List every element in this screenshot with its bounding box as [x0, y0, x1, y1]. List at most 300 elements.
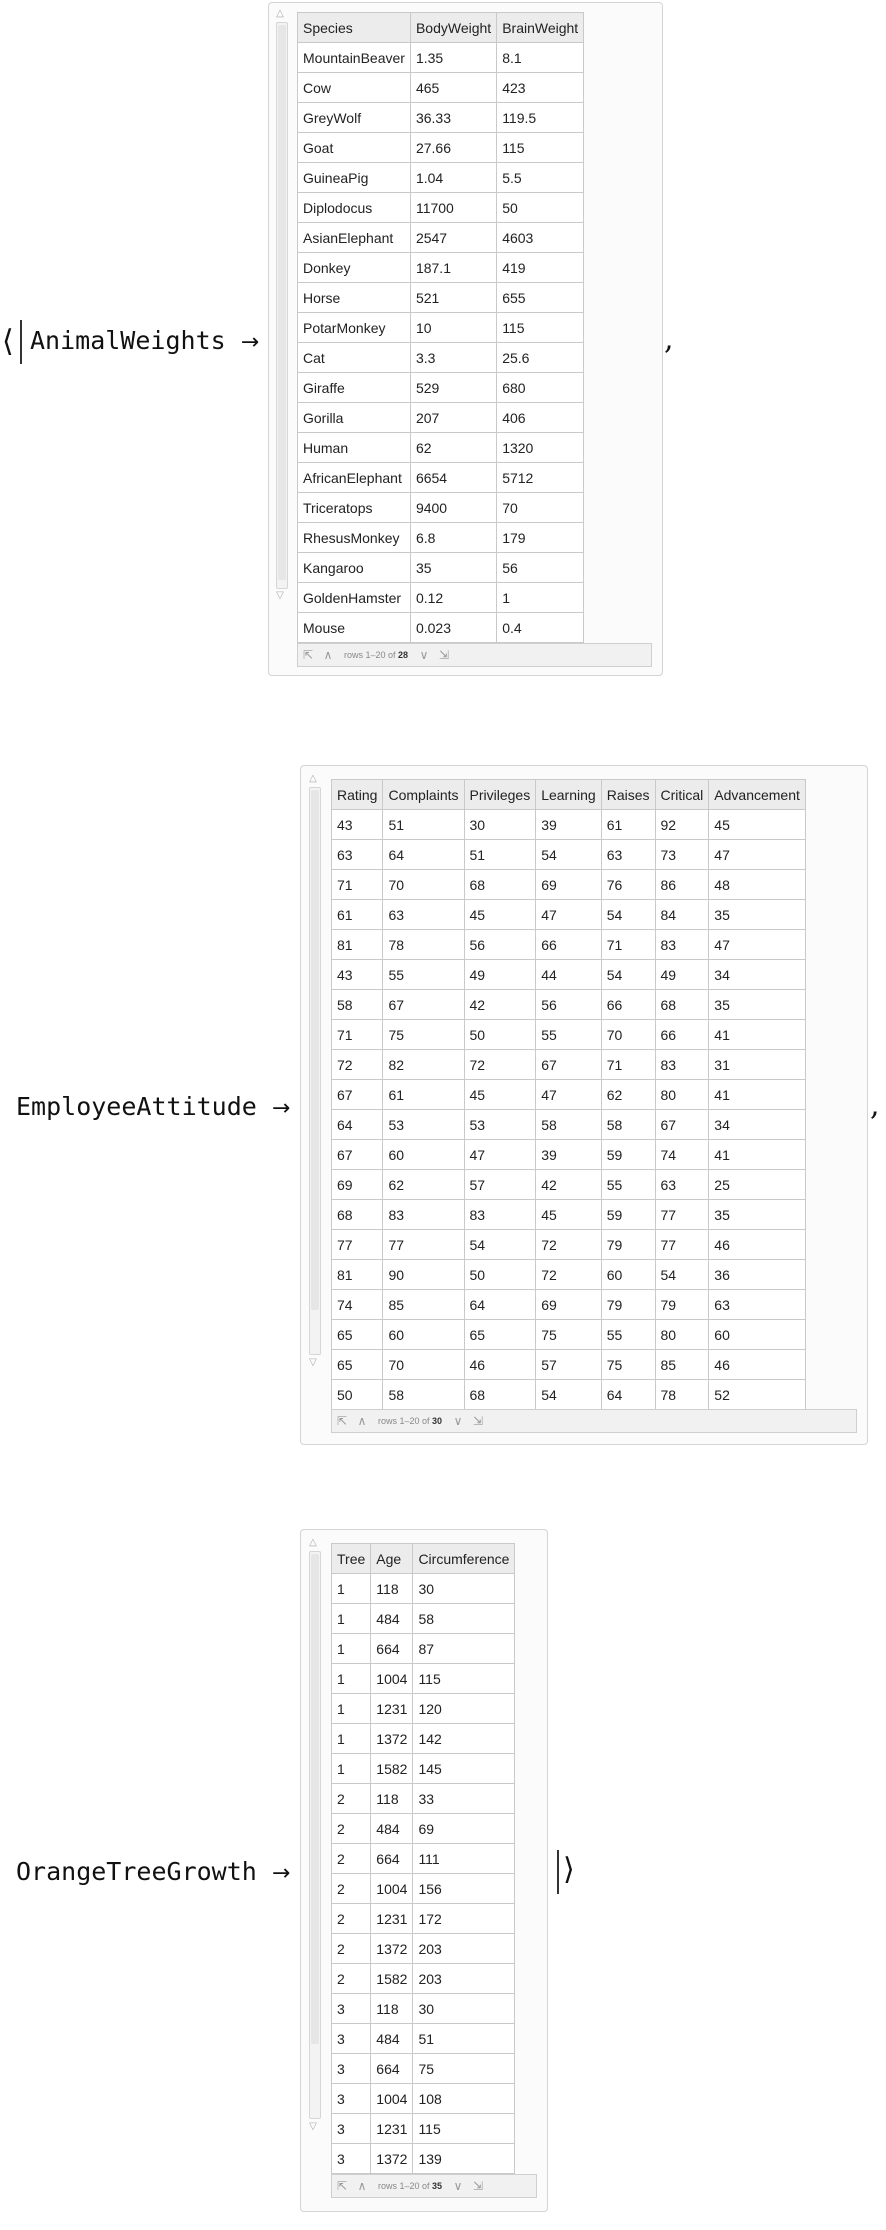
table-cell: Gorilla	[298, 403, 411, 433]
column-header: Learning	[536, 780, 602, 810]
key-name: EmployeeAttitude	[16, 1092, 257, 1121]
table-row	[332, 840, 806, 870]
table-cell: 83	[655, 1050, 709, 1080]
table-cell: 67	[332, 1080, 383, 1110]
table-cell: 10	[410, 313, 496, 343]
table-cell: 64	[601, 1380, 655, 1410]
table-cell: 1	[332, 1754, 371, 1784]
range-label: rows 1–20 of	[344, 650, 396, 660]
table-cell: 77	[383, 1230, 464, 1260]
column-header: BodyWeight	[410, 13, 496, 43]
scroll-up-arrow-icon[interactable]: △	[276, 8, 284, 19]
table-cell: 2	[332, 1904, 371, 1934]
data-table-animal-weights	[297, 12, 584, 643]
table-cell: 67	[536, 1050, 602, 1080]
table-cell: 68	[655, 990, 709, 1020]
separator-comma: ,	[870, 1088, 880, 1123]
table-cell: 35	[709, 990, 806, 1020]
table-pager	[331, 1409, 857, 1433]
table-cell: 43	[332, 960, 383, 990]
table-cell: 145	[413, 1754, 515, 1784]
table-cell: 44	[536, 960, 602, 990]
table-cell: 65	[332, 1320, 383, 1350]
table-cell: 54	[601, 960, 655, 990]
table-cell: 203	[413, 1964, 515, 1994]
table-cell: 39	[536, 810, 602, 840]
table-cell: 31	[709, 1050, 806, 1080]
table-cell: 25.6	[497, 343, 584, 373]
table-cell: 2	[332, 1844, 371, 1874]
table-row	[332, 1784, 515, 1814]
table-cell: 3	[332, 2144, 371, 2174]
table-cell: 72	[536, 1260, 602, 1290]
table-cell: 3	[332, 1994, 371, 2024]
row-total: 28	[398, 650, 409, 660]
table-cell: 142	[413, 1724, 515, 1754]
table-cell: 73	[655, 840, 709, 870]
key-name: OrangeTreeGrowth	[16, 1857, 257, 1886]
text-cursor	[557, 1850, 559, 1894]
table-cell: 59	[601, 1140, 655, 1170]
table-cell: 41	[709, 1020, 806, 1050]
table-cell: 63	[383, 900, 464, 930]
table-cell: 53	[383, 1110, 464, 1140]
range-label: rows 1–20 of	[378, 2181, 430, 2191]
table-cell: 1	[332, 1604, 371, 1634]
scroll-down-arrow-icon[interactable]: ▽	[276, 590, 284, 601]
table-cell: 419	[497, 253, 584, 283]
table-cell: 1	[497, 583, 584, 613]
table-cell: 47	[464, 1140, 536, 1170]
table-cell: 81	[332, 930, 383, 960]
last-page-icon[interactable]: ⇲	[473, 1414, 484, 1428]
table-cell: 1231	[371, 1904, 413, 1934]
vertical-scrollbar[interactable]	[276, 22, 288, 589]
table-cell: 49	[464, 960, 536, 990]
table-cell: 45	[464, 900, 536, 930]
table-row	[332, 1110, 806, 1140]
column-header: Complaints	[383, 780, 464, 810]
table-row	[298, 163, 584, 193]
table-row	[332, 1874, 515, 1904]
vertical-scrollbar[interactable]	[309, 1551, 321, 2119]
table-cell: 47	[709, 930, 806, 960]
table-row	[332, 960, 806, 990]
table-cell: 68	[464, 1380, 536, 1410]
table-cell: 62	[601, 1080, 655, 1110]
table-cell: 81	[332, 1260, 383, 1290]
table-row	[332, 810, 806, 840]
table-cell: 0.12	[410, 583, 496, 613]
column-header: Critical	[655, 780, 709, 810]
table-row	[332, 1844, 515, 1874]
table-cell: 42	[536, 1170, 602, 1200]
first-page-icon[interactable]: ⇱	[336, 1414, 348, 1428]
table-cell: 45	[709, 810, 806, 840]
table-cell: 80	[655, 1080, 709, 1110]
table-cell: 465	[410, 73, 496, 103]
table-row	[332, 2084, 515, 2114]
table-cell: 74	[332, 1290, 383, 1320]
table-cell: 2547	[410, 223, 496, 253]
table-cell: 1004	[371, 1664, 413, 1694]
table-cell: 55	[601, 1320, 655, 1350]
table-cell: 41	[709, 1080, 806, 1110]
table-cell: 47	[536, 1080, 602, 1110]
table-cell: 0.023	[410, 613, 496, 643]
table-cell: 4603	[497, 223, 584, 253]
table-cell: 71	[332, 1020, 383, 1050]
table-cell: 65	[464, 1320, 536, 1350]
last-page-icon[interactable]: ⇲	[439, 648, 450, 662]
table-cell: 85	[655, 1350, 709, 1380]
table-pager	[331, 2174, 537, 2198]
table-cell: Kangaroo	[298, 553, 411, 583]
table-cell: 56	[464, 930, 536, 960]
table-cell: 61	[601, 810, 655, 840]
scroll-thumb[interactable]	[311, 1554, 319, 2044]
table-cell: 2	[332, 1964, 371, 1994]
table-cell: 56	[536, 990, 602, 1020]
table-cell: 45	[536, 1200, 602, 1230]
table-cell: 11700	[410, 193, 496, 223]
table-cell: 79	[601, 1230, 655, 1260]
close-angle-bracket: ⟩	[563, 1852, 575, 1887]
table-cell: 92	[655, 810, 709, 840]
table-cell: 90	[383, 1260, 464, 1290]
table-cell: 63	[601, 840, 655, 870]
table-cell: 74	[655, 1140, 709, 1170]
table-cell: 8.1	[497, 43, 584, 73]
table-cell: 50	[464, 1020, 536, 1050]
table-cell: 62	[383, 1170, 464, 1200]
table-cell: 2	[332, 1934, 371, 1964]
table-cell: 54	[655, 1260, 709, 1290]
table-cell: 6.8	[410, 523, 496, 553]
table-cell: 87	[413, 1634, 515, 1664]
next-page-icon[interactable]: ∨	[453, 1414, 463, 1428]
prev-page-icon[interactable]: ∧	[357, 1414, 367, 1428]
next-page-icon[interactable]: ∨	[453, 2179, 463, 2193]
table-cell: 115	[413, 1664, 515, 1694]
table-cell: 655	[497, 283, 584, 313]
table-cell: 34	[709, 1110, 806, 1140]
table-cell: 35	[709, 900, 806, 930]
table-cell: 54	[601, 900, 655, 930]
table-cell: 60	[709, 1320, 806, 1350]
data-table-orange-tree-growth	[331, 1543, 515, 2174]
table-row	[332, 1380, 806, 1410]
table-cell: 55	[383, 960, 464, 990]
table-row	[298, 73, 584, 103]
table-cell: Mouse	[298, 613, 411, 643]
table-cell: 84	[655, 900, 709, 930]
header-row	[332, 780, 806, 810]
table-row	[298, 373, 584, 403]
table-cell: 1582	[371, 1754, 413, 1784]
table-row	[332, 1260, 806, 1290]
table-cell: 58	[383, 1380, 464, 1410]
table-cell: 71	[601, 930, 655, 960]
table-row	[298, 193, 584, 223]
table-cell: 75	[413, 2054, 515, 2084]
table-cell: PotarMonkey	[298, 313, 411, 343]
table-cell: 36.33	[410, 103, 496, 133]
row-range-text	[372, 1416, 448, 1426]
rule-arrow: →	[240, 330, 260, 355]
table-row	[298, 133, 584, 163]
table-cell: 69	[536, 870, 602, 900]
table-row	[332, 1140, 806, 1170]
table-cell: Cat	[298, 343, 411, 373]
table-cell: 82	[383, 1050, 464, 1080]
table-cell: 60	[601, 1260, 655, 1290]
table-cell: 9400	[410, 493, 496, 523]
table-cell: 72	[464, 1050, 536, 1080]
table-cell: 62	[410, 433, 496, 463]
table-cell: 118	[371, 1574, 413, 1604]
key-employee-attitude	[16, 1092, 290, 1121]
table-cell: 1	[332, 1694, 371, 1724]
first-page-icon[interactable]: ⇱	[302, 648, 314, 662]
table-cell: 3	[332, 2024, 371, 2054]
scroll-up-arrow-icon[interactable]: △	[309, 773, 317, 784]
column-header: Circumference	[413, 1544, 515, 1574]
row-range-text	[338, 650, 414, 660]
table-cell: 77	[655, 1200, 709, 1230]
scroll-down-arrow-icon[interactable]: ▽	[309, 1357, 317, 1368]
range-label: rows 1–20 of	[378, 1416, 430, 1426]
table-cell: 57	[536, 1350, 602, 1380]
table-pager	[297, 643, 652, 667]
table-row	[332, 1170, 806, 1200]
prev-page-icon[interactable]: ∧	[357, 2179, 367, 2193]
table-cell: 46	[464, 1350, 536, 1380]
table-cell: 484	[371, 1814, 413, 1844]
table-cell: 70	[601, 1020, 655, 1050]
rule-arrow: →	[271, 1096, 291, 1121]
table-cell: 1372	[371, 2144, 413, 2174]
scroll-thumb[interactable]	[311, 790, 319, 1310]
table-cell: 25	[709, 1170, 806, 1200]
table-row	[298, 433, 584, 463]
table-cell: 46	[709, 1230, 806, 1260]
table-cell: 63	[655, 1170, 709, 1200]
table-cell: RhesusMonkey	[298, 523, 411, 553]
table-cell: 60	[383, 1140, 464, 1170]
table-row	[332, 870, 806, 900]
table-row	[332, 2144, 515, 2174]
scroll-up-arrow-icon[interactable]: △	[309, 1537, 317, 1548]
table-cell: 51	[383, 810, 464, 840]
table-cell: 59	[601, 1200, 655, 1230]
table-cell: 172	[413, 1904, 515, 1934]
table-cell: 3	[332, 2054, 371, 2084]
table-cell: 69	[536, 1290, 602, 1320]
header-row	[298, 13, 584, 43]
table-cell: 57	[464, 1170, 536, 1200]
table-cell: 30	[413, 1994, 515, 2024]
table-cell: 521	[410, 283, 496, 313]
table-cell: 77	[332, 1230, 383, 1260]
table-cell: 50	[497, 193, 584, 223]
table-cell: 51	[413, 2024, 515, 2054]
table-row	[332, 990, 806, 1020]
column-header: Advancement	[709, 780, 806, 810]
table-cell: 118	[371, 1784, 413, 1814]
table-cell: 83	[383, 1200, 464, 1230]
table-row	[332, 1694, 515, 1724]
table-cell: 423	[497, 73, 584, 103]
table-cell: 30	[464, 810, 536, 840]
row-range-text	[372, 2181, 448, 2191]
table-cell: 529	[410, 373, 496, 403]
table-row	[332, 2024, 515, 2054]
table-cell: 77	[655, 1230, 709, 1260]
table-cell: 54	[464, 1230, 536, 1260]
table-row	[332, 1904, 515, 1934]
table-cell: 3	[332, 2114, 371, 2144]
table-cell: Triceratops	[298, 493, 411, 523]
table-cell: 664	[371, 2054, 413, 2084]
scroll-down-arrow-icon[interactable]: ▽	[309, 2121, 317, 2132]
table-cell: Giraffe	[298, 373, 411, 403]
table-cell: 58	[332, 990, 383, 1020]
table-cell: 70	[383, 1350, 464, 1380]
table-cell: 1	[332, 1664, 371, 1694]
table-cell: 46	[709, 1350, 806, 1380]
table-cell: Human	[298, 433, 411, 463]
column-header: BrainWeight	[497, 13, 584, 43]
table-row	[332, 1080, 806, 1110]
table-cell: 79	[601, 1290, 655, 1320]
table-cell: 52	[709, 1380, 806, 1410]
table-cell: 664	[371, 1844, 413, 1874]
table-row	[332, 1290, 806, 1320]
table-cell: 1	[332, 1724, 371, 1754]
table-row	[332, 1994, 515, 2024]
table-cell: 115	[497, 313, 584, 343]
table-row	[298, 493, 584, 523]
table-cell: 119.5	[497, 103, 584, 133]
table-cell: 83	[464, 1200, 536, 1230]
key-animal-weights	[30, 326, 259, 355]
table-row	[298, 583, 584, 613]
table-row	[332, 1200, 806, 1230]
table-cell: 67	[383, 990, 464, 1020]
key-name: AnimalWeights	[30, 326, 226, 355]
table-cell: 156	[413, 1874, 515, 1904]
column-header: Raises	[601, 780, 655, 810]
table-row	[332, 1020, 806, 1050]
table-cell: Diplodocus	[298, 193, 411, 223]
table-cell: 68	[464, 870, 536, 900]
table-row	[298, 523, 584, 553]
table-cell: 86	[655, 870, 709, 900]
table-cell: 35	[410, 553, 496, 583]
table-cell: 484	[371, 2024, 413, 2054]
table-cell: 58	[413, 1604, 515, 1634]
vertical-scrollbar[interactable]	[309, 787, 321, 1355]
table-row	[298, 403, 584, 433]
table-cell: 3	[332, 2084, 371, 2114]
table-cell: 0.4	[497, 613, 584, 643]
separator-comma: ,	[664, 322, 674, 357]
table-cell: 1372	[371, 1934, 413, 1964]
table-cell: 75	[536, 1320, 602, 1350]
table-cell: 69	[413, 1814, 515, 1844]
table-cell: 118	[371, 1994, 413, 2024]
table-row	[332, 1230, 806, 1260]
column-header: Privileges	[464, 780, 536, 810]
table-cell: 5.5	[497, 163, 584, 193]
table-cell: 111	[413, 1844, 515, 1874]
table-cell: 72	[332, 1050, 383, 1080]
table-cell: 58	[601, 1110, 655, 1140]
table-row	[332, 930, 806, 960]
table-row	[332, 1754, 515, 1784]
table-cell: 61	[383, 1080, 464, 1110]
table-cell: 41	[709, 1140, 806, 1170]
table-cell: 78	[383, 930, 464, 960]
table-cell: 76	[601, 870, 655, 900]
table-row	[332, 1634, 515, 1664]
table-cell: 49	[655, 960, 709, 990]
table-cell: 64	[332, 1110, 383, 1140]
table-cell: 39	[536, 1140, 602, 1170]
row-total: 30	[432, 1416, 443, 1426]
table-cell: 42	[464, 990, 536, 1020]
table-cell: 115	[413, 2114, 515, 2144]
table-cell: 139	[413, 2144, 515, 2174]
table-cell: Donkey	[298, 253, 411, 283]
last-page-icon[interactable]: ⇲	[473, 2179, 484, 2193]
table-cell: 63	[709, 1290, 806, 1320]
table-cell: 33	[413, 1784, 515, 1814]
table-cell: 680	[497, 373, 584, 403]
table-cell: 108	[413, 2084, 515, 2114]
table-row	[332, 1574, 515, 1604]
table-cell: 56	[497, 553, 584, 583]
table-row	[298, 43, 584, 73]
table-cell: 1231	[371, 2114, 413, 2144]
table-cell: 70	[497, 493, 584, 523]
scroll-thumb[interactable]	[278, 25, 286, 580]
table-cell: 50	[464, 1260, 536, 1290]
first-page-icon[interactable]: ⇱	[336, 2179, 348, 2193]
table-cell: 64	[464, 1290, 536, 1320]
table-cell: 27.66	[410, 133, 496, 163]
prev-page-icon[interactable]: ∧	[323, 648, 333, 662]
table-cell: GreyWolf	[298, 103, 411, 133]
table-cell: 1320	[497, 433, 584, 463]
table-cell: 78	[655, 1380, 709, 1410]
table-row	[332, 1964, 515, 1994]
table-cell: 83	[655, 930, 709, 960]
table-row	[298, 463, 584, 493]
table-row	[298, 613, 584, 643]
table-cell: 51	[464, 840, 536, 870]
table-cell: 75	[383, 1020, 464, 1050]
next-page-icon[interactable]: ∨	[419, 648, 429, 662]
column-header: Species	[298, 13, 411, 43]
table-cell: 63	[332, 840, 383, 870]
table-cell: 67	[655, 1110, 709, 1140]
row-total: 35	[432, 2181, 443, 2191]
table-row	[332, 1724, 515, 1754]
table-row	[332, 1664, 515, 1694]
table-cell: GuineaPig	[298, 163, 411, 193]
